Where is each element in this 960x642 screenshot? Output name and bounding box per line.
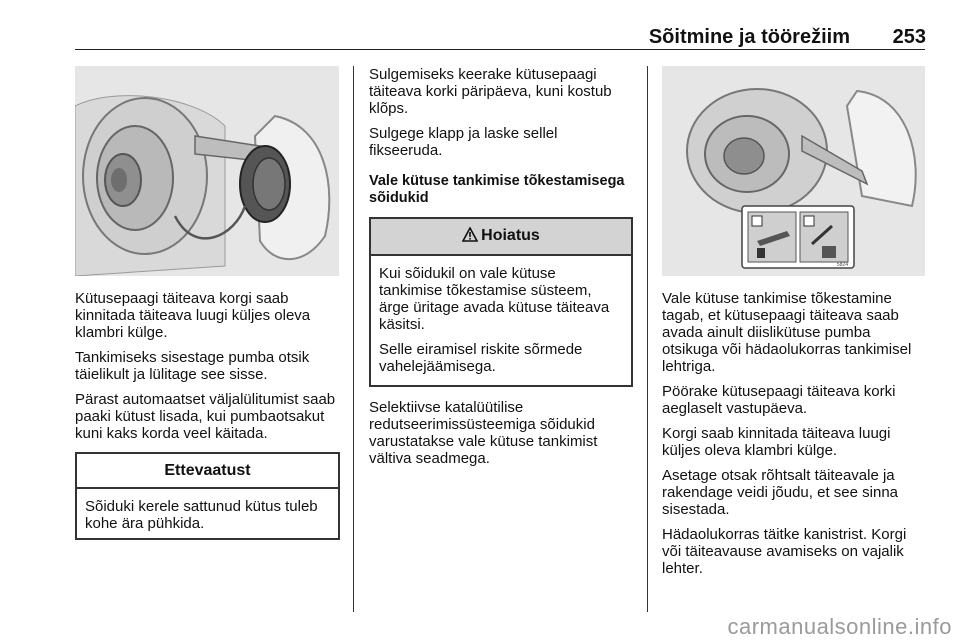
misfuel-inhibitor-drawing <box>662 66 925 276</box>
column-divider-left <box>353 66 354 612</box>
chapter-title: Sõitmine ja töörežiim <box>648 26 850 48</box>
section-subheading: Vale kütuse tankimise tõkestamisega sõidukid <box>369 173 625 206</box>
warning-title: Hoiatus <box>481 227 540 244</box>
warning-triangle-icon <box>462 227 478 246</box>
column-divider-right <box>647 66 648 612</box>
warning-box <box>369 217 633 387</box>
warning-header <box>371 219 631 256</box>
column-2 <box>369 66 633 475</box>
watermark: carmanualsonline.info <box>727 614 952 639</box>
paragraph: Selektiivse katalüütilise redutseerimissüsteemiga sõidukid varustatakse vale kütuse tankimist vältiva seadmega. <box>369 399 598 467</box>
column-1 <box>75 290 340 540</box>
page-number: 253 <box>892 26 926 48</box>
caution-box <box>75 452 340 540</box>
caution-text: Sõiduki kerele sattunud kütus tuleb kohe ära pühkida. <box>85 498 318 532</box>
paragraph: Korgi saab kinnitada täiteava luugi küljes oleva klambri külge. <box>662 425 891 459</box>
warning-body <box>371 256 631 385</box>
fuel-cap-drawing <box>75 66 339 276</box>
warning-text: Selle eiramisel riskite sõrmede vahelejäämisega. <box>379 341 583 375</box>
figure-code: 5824 <box>836 262 848 268</box>
paragraph: Pärast automaatset väljalülitumist saab paaki kütust lisada, kui pumbaotsakut kuni kaks korda veel käitada. <box>75 391 336 442</box>
paragraph: Pöörake kütusepaagi täiteava korki aeglaselt vastupäeva. <box>662 383 896 417</box>
paragraph: Sulgege klapp ja laske sellel fikseeruda. <box>369 125 558 159</box>
header-divider <box>75 49 925 50</box>
paragraph: Hädaolukorras täitke kanistrist. Korgi või täiteavause avamiseks on vajalik lehter. <box>662 526 907 577</box>
paragraph: Kütusepaagi täiteava korgi saab kinnitada täiteava luugi küljes oleva klambri külge. <box>75 290 311 341</box>
paragraph: Asetage otsak rõhtsalt täiteavale ja rakendage veidi jõudu, et see sinna sisestada. <box>662 467 899 518</box>
warning-text: Kui sõidukil on vale kütuse tankimise tõkestamise süsteem, ärge üritage avada kütuse täiteava käsitsi. <box>379 265 610 333</box>
paragraph: Sulgemiseks keerake kütusepaagi täiteava korki päripäeva, kuni kostub klõps. <box>369 66 612 117</box>
paragraph: Vale kütuse tankimise tõkestamine tagab, et kütusepaagi täiteava saab avada ainult diislikütuse pumba otsikuga või hädaolukorras tankimisel lehtriga. <box>662 290 912 375</box>
misfuel-inhibitor-illustration <box>662 66 925 276</box>
caution-title: Ettevaatust <box>77 454 338 489</box>
fuel-cap-illustration <box>75 66 339 276</box>
column-3 <box>662 290 927 585</box>
paragraph: Tankimiseks sisestage pumba otsik täielikult ja lülitage see sisse. <box>75 349 310 383</box>
caution-body <box>77 489 338 538</box>
